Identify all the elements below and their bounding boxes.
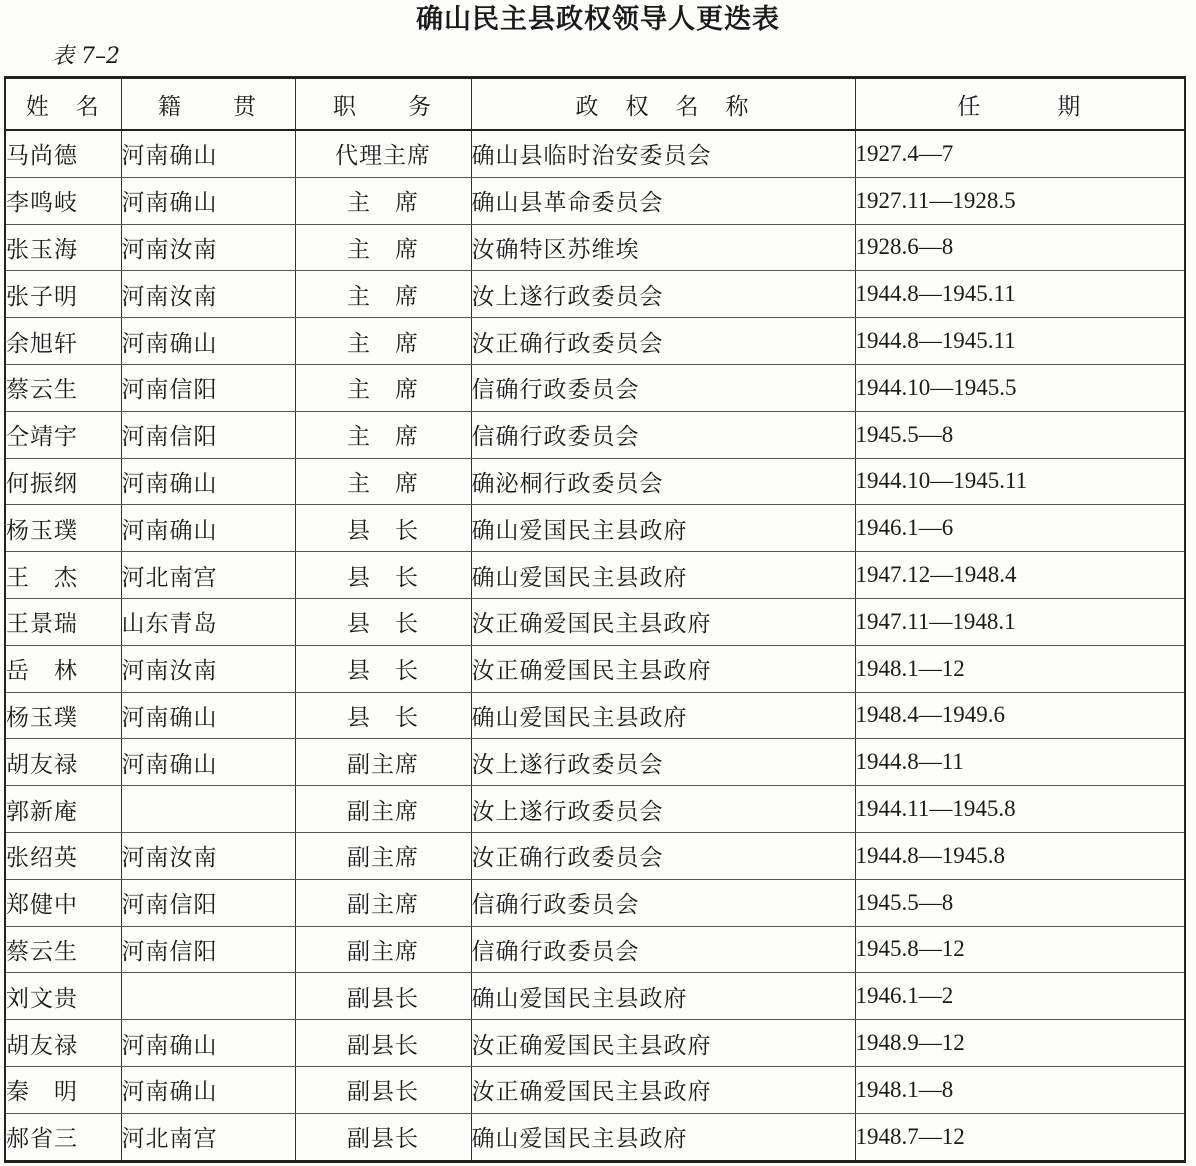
table-row [5,1020,1185,1067]
government-cell: 确山爱国民主县政府 [471,505,855,552]
table-row [5,879,1185,926]
name-cell: 胡友禄 [5,1020,121,1067]
name-cell: 蔡云生 [5,926,121,973]
government-cell: 确山爱国民主县政府 [471,973,855,1020]
header-name: 姓 名 [5,78,121,131]
name-cell: 张绍英 [5,832,121,879]
post-cell: 副主席 [295,926,471,973]
table-row [5,739,1185,786]
post-cell: 副县长 [295,1113,471,1161]
government-cell: 汝正确爱国民主县政府 [471,598,855,645]
government-cell: 汝正确行政委员会 [471,832,855,879]
table-row [5,832,1185,879]
table-number-label: 表 7–2 [52,44,120,69]
table-row [5,973,1185,1020]
post-cell: 主 席 [295,364,471,411]
post-cell: 县 长 [295,692,471,739]
table-row [5,411,1185,458]
post-cell: 主 席 [295,271,471,318]
name-cell: 张玉海 [5,224,121,271]
origin-cell: 河南确山 [121,739,295,786]
term-cell: 1946.1—6 [855,505,1185,552]
term-cell: 1948.7—12 [855,1113,1185,1161]
term-cell: 1948.4—1949.6 [855,692,1185,739]
leaders-table [4,76,1186,1163]
origin-cell: 河南信阳 [121,364,295,411]
table-row [5,177,1185,224]
term-cell: 1948.1—12 [855,645,1185,692]
government-cell: 汝正确爱国民主县政府 [471,1020,855,1067]
table-row [5,318,1185,365]
origin-cell [121,973,295,1020]
term-cell: 1948.1—8 [855,1066,1185,1113]
table-row [5,645,1185,692]
government-cell: 确泌桐行政委员会 [471,458,855,505]
post-cell: 县 长 [295,552,471,599]
name-cell: 郑健中 [5,879,121,926]
government-cell: 确山爱国民主县政府 [471,552,855,599]
header-term: 任 期 [855,78,1185,131]
term-cell: 1947.12—1948.4 [855,552,1185,599]
table-row [5,786,1185,833]
origin-cell: 河南信阳 [121,879,295,926]
table-row [5,364,1185,411]
post-cell: 县 长 [295,645,471,692]
term-cell: 1947.11—1948.1 [855,598,1185,645]
post-cell: 副县长 [295,1066,471,1113]
origin-cell: 河南确山 [121,692,295,739]
table-row [5,1066,1185,1113]
term-cell: 1944.8—1945.11 [855,318,1185,365]
name-cell: 张子明 [5,271,121,318]
origin-cell: 河南确山 [121,177,295,224]
name-cell: 马尚德 [5,130,121,177]
post-cell: 副主席 [295,832,471,879]
post-cell: 主 席 [295,177,471,224]
post-cell: 副主席 [295,739,471,786]
table-row [5,926,1185,973]
name-cell: 郝省三 [5,1113,121,1161]
origin-cell: 河南确山 [121,130,295,177]
post-cell: 县 长 [295,505,471,552]
name-cell: 胡友禄 [5,739,121,786]
government-cell: 汝上遂行政委员会 [471,739,855,786]
table-row [5,552,1185,599]
origin-cell: 河南汝南 [121,271,295,318]
government-cell: 汝上遂行政委员会 [471,271,855,318]
post-cell: 代理主席 [295,130,471,177]
term-cell: 1945.8—12 [855,926,1185,973]
origin-cell: 河南汝南 [121,645,295,692]
term-cell: 1944.10—1945.5 [855,364,1185,411]
table-row [5,692,1185,739]
origin-cell: 河南确山 [121,1020,295,1067]
header-row [5,78,1185,131]
term-cell: 1944.8—1945.11 [855,271,1185,318]
name-cell: 仝靖宇 [5,411,121,458]
term-cell: 1945.5—8 [855,411,1185,458]
term-cell: 1927.4—7 [855,130,1185,177]
table-row [5,458,1185,505]
government-cell: 汝确特区苏维埃 [471,224,855,271]
government-cell: 汝正确爱国民主县政府 [471,645,855,692]
origin-cell: 河南信阳 [121,411,295,458]
table-body [5,130,1185,1161]
post-cell: 县 长 [295,598,471,645]
table-row [5,271,1185,318]
name-cell: 秦 明 [5,1066,121,1113]
term-cell: 1927.11—1928.5 [855,177,1185,224]
origin-cell: 河南信阳 [121,926,295,973]
name-cell: 何振纲 [5,458,121,505]
term-cell: 1945.5—8 [855,879,1185,926]
government-cell: 汝上遂行政委员会 [471,786,855,833]
government-cell: 确山县革命委员会 [471,177,855,224]
name-cell: 李鸣岐 [5,177,121,224]
government-cell: 信确行政委员会 [471,926,855,973]
origin-cell: 河南确山 [121,458,295,505]
origin-cell [121,786,295,833]
name-cell: 余旭轩 [5,318,121,365]
origin-cell: 河南确山 [121,318,295,365]
post-cell: 主 席 [295,411,471,458]
term-cell: 1944.10—1945.11 [855,458,1185,505]
name-cell: 郭新庵 [5,786,121,833]
government-cell: 汝正确行政委员会 [471,318,855,365]
header-government: 政 权 名 称 [471,78,855,131]
name-cell: 刘文贵 [5,973,121,1020]
header-origin: 籍 贯 [121,78,295,131]
post-cell: 主 席 [295,318,471,365]
origin-cell: 河南确山 [121,1066,295,1113]
term-cell: 1946.1—2 [855,973,1185,1020]
government-cell: 确山爱国民主县政府 [471,1113,855,1161]
origin-cell: 河南汝南 [121,224,295,271]
term-cell: 1948.9—12 [855,1020,1185,1067]
origin-cell: 山东青岛 [121,598,295,645]
table-row [5,598,1185,645]
term-cell: 1944.11—1945.8 [855,786,1185,833]
government-cell: 汝正确爱国民主县政府 [471,1066,855,1113]
government-cell: 信确行政委员会 [471,364,855,411]
table-row [5,224,1185,271]
table-header [5,78,1185,131]
table-row [5,1113,1185,1161]
origin-cell: 河北南宫 [121,552,295,599]
post-cell: 副主席 [295,879,471,926]
origin-cell: 河北南宫 [121,1113,295,1161]
name-cell: 杨玉璞 [5,692,121,739]
name-cell: 王景瑞 [5,598,121,645]
term-cell: 1944.8—11 [855,739,1185,786]
origin-cell: 河南确山 [121,505,295,552]
government-cell: 确山爱国民主县政府 [471,692,855,739]
post-cell: 副主席 [295,786,471,833]
table-row [5,130,1185,177]
government-cell: 信确行政委员会 [471,411,855,458]
name-cell: 杨玉璞 [5,505,121,552]
name-cell: 岳 林 [5,645,121,692]
header-post: 职 务 [295,78,471,131]
page-title: 确山民主县政权领导人更迭表 [416,4,780,35]
post-cell: 副县长 [295,973,471,1020]
name-cell: 王 杰 [5,552,121,599]
government-cell: 信确行政委员会 [471,879,855,926]
name-cell: 蔡云生 [5,364,121,411]
government-cell: 确山县临时治安委员会 [471,130,855,177]
term-cell: 1944.8—1945.8 [855,832,1185,879]
term-cell: 1928.6—8 [855,224,1185,271]
table-row [5,505,1185,552]
post-cell: 副县长 [295,1020,471,1067]
post-cell: 主 席 [295,224,471,271]
origin-cell: 河南汝南 [121,832,295,879]
post-cell: 主 席 [295,458,471,505]
